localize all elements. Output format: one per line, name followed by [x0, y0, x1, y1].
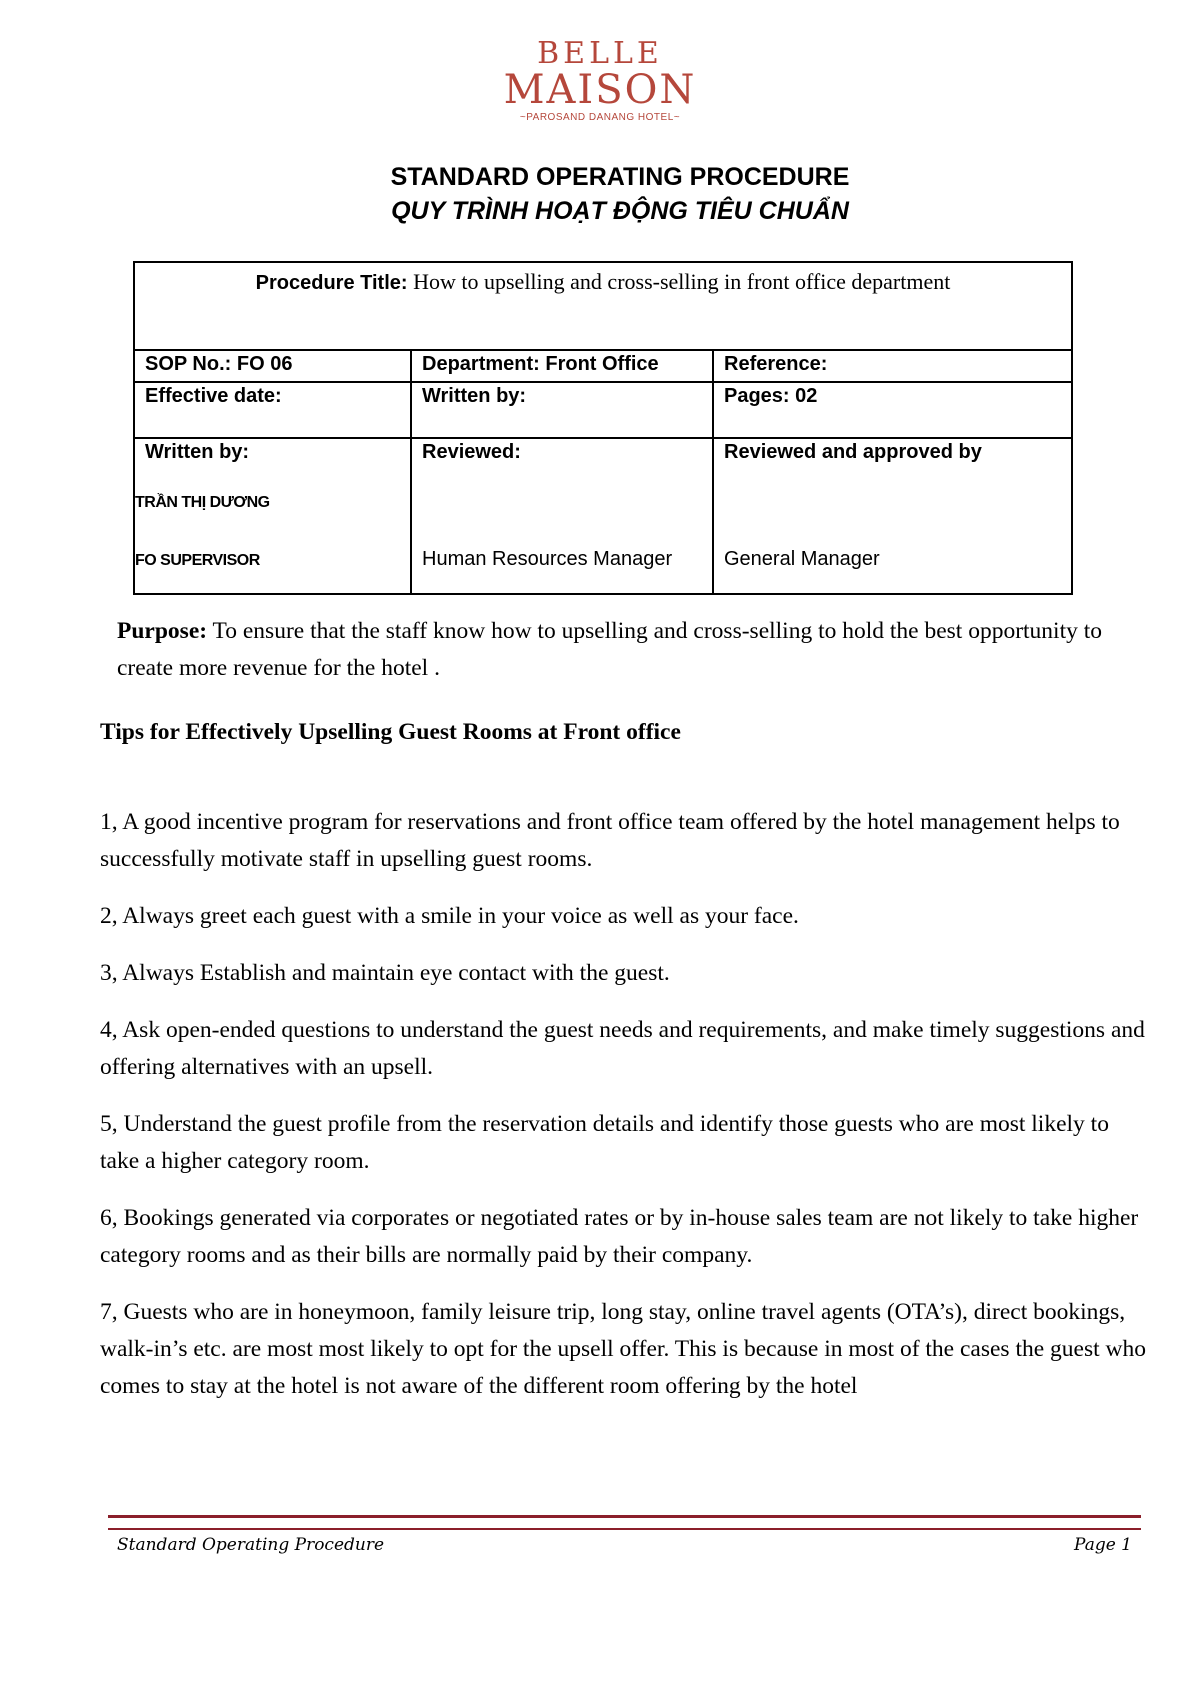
purpose-label: Purpose: [117, 618, 208, 644]
purpose-text: To ensure that the staff know how to upselling and cross-selling to hold the best opportunity to create more revenue for the hotel . [117, 618, 1103, 681]
sop-number: SOP No.: FO 06 [134, 350, 411, 382]
logo-line-maison: MAISON [503, 67, 697, 113]
logo-line-hotel: ~PAROSAND DANANG HOTEL~ [519, 112, 681, 123]
writer-name: TRẦN THỊ DƯƠNG [135, 494, 270, 511]
procedure-title-cell [134, 262, 1072, 350]
reviewed-label: Reviewed: [422, 441, 521, 463]
written-by-label: Written by: [145, 441, 250, 463]
document-title: STANDARD OPERATING PROCEDURE [390, 163, 850, 191]
tip-item: 1, A good incentive program for reservations and front office team offered by the hotel management helps to successfully motivate staff in upselling guest rooms. [100, 809, 1120, 872]
procedure-title-label: Procedure Title: [255, 272, 408, 294]
written-by-cell [134, 438, 411, 594]
purpose-paragraph [117, 613, 1152, 687]
effective-date: Effective date: [134, 382, 411, 438]
document-subtitle: QUY TRÌNH HOẠT ĐỘNG TIÊU CHUẨN [391, 197, 849, 225]
tip-item: 3, Always Establish and maintain eye contact with the guest. [100, 960, 670, 986]
logo-line-belle: BELLE [537, 36, 663, 71]
pages: Pages: 02 [713, 382, 1072, 438]
tip-item: 7, Guests who are in honeymoon, family leisure trip, long stay, online travel agents (OTA’s), direct bookings, walk-in’s etc. are most most likely to opt for the upsell offer. This is because in most of the cases the guest who comes to stay at the hotel is not aware of the different room offering by the hotel [100, 1299, 1146, 1399]
footer-document-name: Standard Operating Procedure [117, 1535, 385, 1555]
department: Department: Front Office [411, 350, 713, 382]
footer-divider [108, 1515, 1141, 1530]
sop-info-table [133, 261, 1073, 595]
procedure-title-value: How to upselling and cross-selling in front office department [413, 269, 951, 294]
footer-page-number: Page 1 [1074, 1535, 1132, 1555]
tip-item: 2, Always greet each guest with a smile in your voice as well as your face. [100, 903, 799, 929]
hotel-logo [460, 38, 740, 123]
reviewed-cell [411, 438, 713, 594]
tips-heading: Tips for Effectively Upselling Guest Rooms at Front office [100, 719, 681, 745]
approved-label: Reviewed and approved by [724, 441, 982, 463]
written-by-top: Written by: [411, 382, 713, 438]
writer-title: FO SUPERVISOR [135, 552, 260, 569]
reviewer-name: Human Resources Manager [422, 548, 673, 570]
tip-item: 6, Bookings generated via corporates or negotiated rates or by in-house sales team are not likely to take higher category rooms and as their bills are normally paid by their company. [100, 1205, 1139, 1268]
tip-item: 5, Understand the guest profile from the reservation details and identify those guests who are most likely to take a higher category room. [100, 1111, 1109, 1174]
tip-item: 4, Ask open-ended questions to understand the guest needs and requirements, and make timely suggestions and offering alternatives with an upsell. [100, 1017, 1145, 1080]
approver-name: General Manager [724, 548, 880, 570]
approved-cell [713, 438, 1072, 594]
reference: Reference: [713, 350, 1072, 382]
